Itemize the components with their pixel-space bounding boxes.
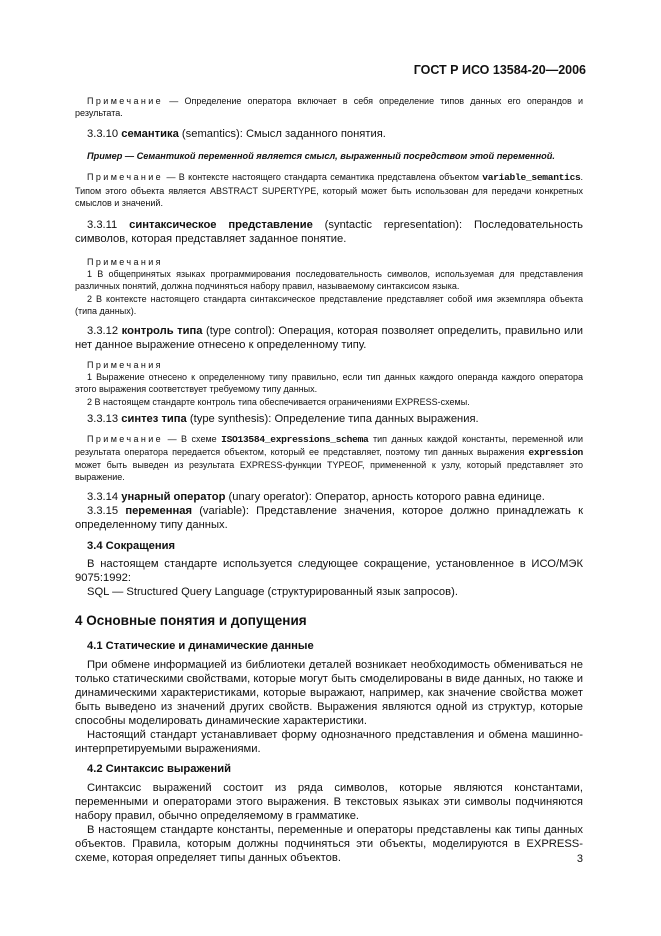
paragraph: Настоящий стандарт устанавливает форму однозначного представления и обмена машинно-интерпретируемыми выражениями. xyxy=(75,728,583,755)
paragraph: Синтаксис выражений состоит из ряда символов, которые являются константами, переменными и операторами этого выражения. В текстовых языках эти символы подчиняются набору правил, обычно определяемому в грамматике. xyxy=(75,781,583,822)
definition-3-3-14: 3.3.14 унарный оператор (unary operator): Оператор, арность которого равна единице. xyxy=(87,490,545,503)
note: Примечание — В схеме ISO13584_expressions_schema тип данных каждой константы, переменной или результата оператора передается объектом, который ее представляет, поэтому тип данных выражения expression может быть выведен из результата EXPRESS-функции TYPEOF, примененной к узлу, который представляет это выражение. xyxy=(75,433,583,483)
note: Примечание — Определение оператора включает в себя определение типов данных его операндов и результата. xyxy=(75,96,583,119)
notes-block xyxy=(75,256,583,317)
note-item: 2 В контексте настоящего стандарта синтаксическое представление представляет собой имя экземпляра объекта (типа данных). xyxy=(75,293,583,316)
page-number: 3 xyxy=(576,853,583,865)
paragraph: При обмене информацией из библиотеки деталей возникает необходимость обмениваться не только статическими свойствами, которые могут быть смоделированы в виде данных, но также и динамическими характеристиками, которые выражают, например, как значение свойства может быть выведено из значений других свойств. Выражения являются одной из структур, которые способны моделировать динамические характеристики. xyxy=(75,658,583,727)
note-item: 2 В настоящем стандарте контроль типа обеспечивается ограничениями EXPRESS-схемы. xyxy=(87,396,470,407)
definition-3-3-15: 3.3.15 переменная (variable): Представление значения, которое должно принадлежать к определенному типу данных. xyxy=(75,504,583,531)
document-header: ГОСТ Р ИСО 13584-20—2006 xyxy=(413,63,586,77)
section-heading-3-4: 3.4 Сокращения xyxy=(87,539,176,552)
paragraph: В настоящем стандарте используется следующее сокращение, установленное в ИСО/МЭК 9075:1992: xyxy=(75,557,583,584)
notes-label: Примечания xyxy=(87,360,163,371)
paragraph: SQL — Structured Query Language (структурированный язык запросов). xyxy=(87,585,458,598)
paragraph: В настоящем стандарте константы, переменные и операторы представлены как типы данных объектов. Правила, которым должны подчиняться эти объекты, моделируются в EXPRESS-схеме, которая определяет типы данных объектов. xyxy=(75,823,583,864)
note-item: 1 Выражение отнесено к определенному типу правильно, если тип данных каждого операнда каждого оператора этого выражения соответствует требуемому типу данных. xyxy=(75,372,583,395)
definition-3-3-12: 3.3.12 контроль типа (type control): Операция, которая позволяет определить, правильно или нет данное выражение отнесено к определенному типу. xyxy=(75,325,583,352)
section-heading-4-1: 4.1 Статические и динамические данные xyxy=(87,639,314,652)
notes-label: Примечания xyxy=(87,257,163,268)
example: Пример — Семантикой переменной является смысл, выраженный посредством этой переменной. xyxy=(87,151,555,162)
page-content xyxy=(75,93,583,865)
definition-3-3-11: 3.3.11 синтаксическое представление (syntactic representation): Последовательность символов, которая представляет заданное понятие. xyxy=(75,219,583,246)
definition-3-3-13: 3.3.13 синтез типа (type synthesis): Определение типа данных выражения. xyxy=(87,412,479,425)
notes-block xyxy=(75,359,583,408)
definition-3-3-10: 3.3.10 семантика (semantics): Смысл заданного понятия. xyxy=(87,128,386,141)
note-item: 1 В общепринятых языках программирования последовательность символов, используемая для представления различных понятий, должна подчиняться набору правил, называемому синтаксисом языка. xyxy=(75,269,583,292)
section-heading-4-2: 4.2 Синтаксис выражений xyxy=(87,762,231,775)
section-heading-4: 4 Основные понятия и допущения xyxy=(75,612,307,628)
note: Примечание — В контексте настоящего стандарта семантика представлена объектом variable_semantics. Типом этого объекта является ABSTRACT SUPERTYPE, который может быть использован для передачи конкретных смыслов и значений. xyxy=(75,172,583,208)
